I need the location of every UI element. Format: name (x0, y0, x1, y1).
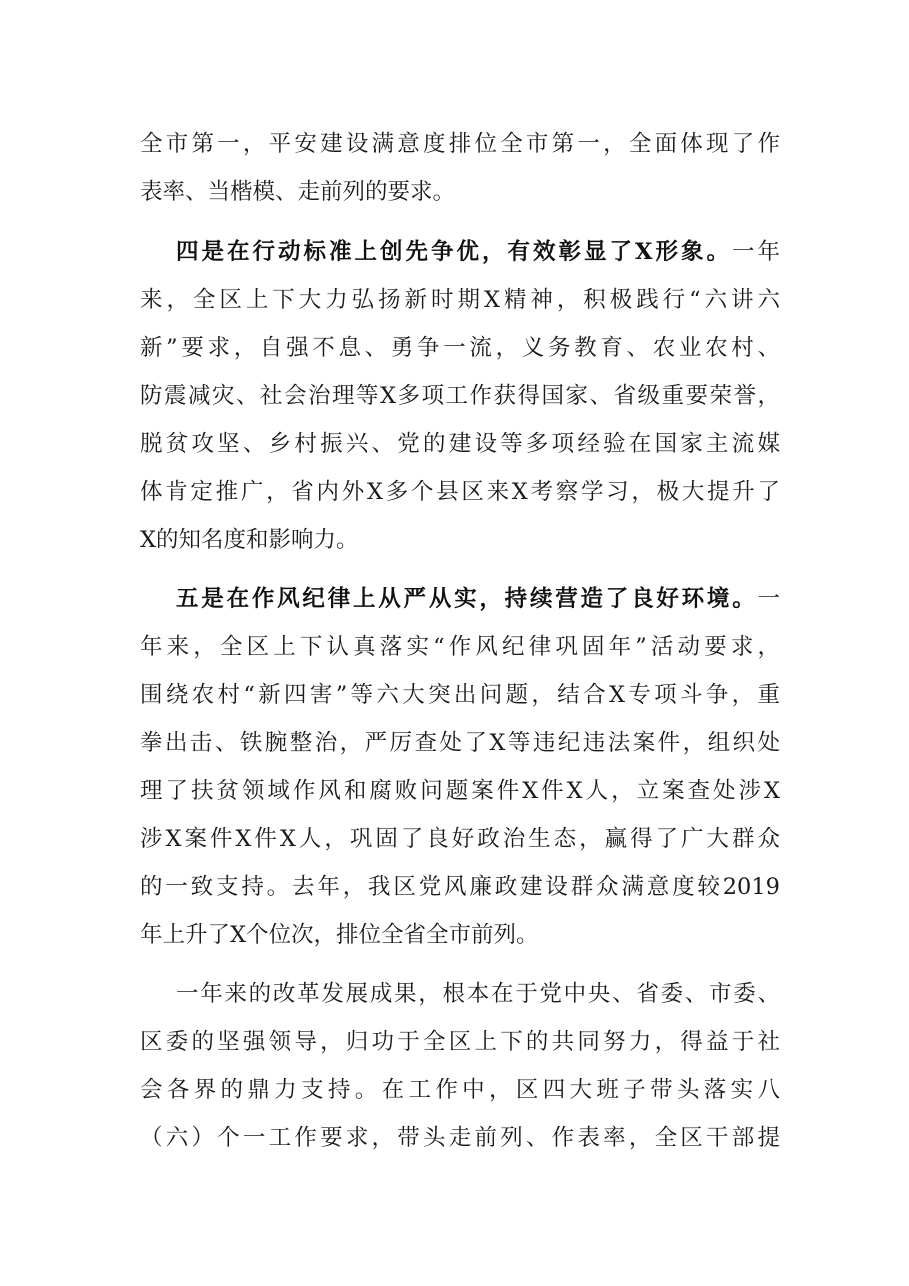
text-run: 围绕农村“新四害”等六大突出问题，结合X专项斗争，重 (140, 682, 780, 708)
text-line (140, 523, 780, 557)
text-run: 脱贫攻坚、乡村振兴、党的建设等多项经验在国家主流媒 (140, 431, 780, 457)
text-line (140, 918, 780, 952)
text-run: 区委的坚强领导，归功于全区上下的共同努力，得益于社 (140, 1029, 780, 1055)
section-heading-line (176, 582, 780, 616)
text-line (140, 870, 780, 904)
text-line (140, 630, 780, 664)
text-line (140, 283, 780, 317)
text-line (140, 822, 780, 856)
text-run: 一年 (731, 239, 780, 265)
text-run: 一 (757, 586, 780, 612)
text-run: 一年来的改革发展成果，根本在于党中央、省委、市委、 (176, 981, 780, 1007)
text-run: 来，全区上下大力弘扬新时期X精神，积极践行“六讲六 (140, 287, 780, 313)
text-line (140, 774, 780, 808)
text-run: 新”要求，自强不息、勇争一流，义务教育、农业农村、 (140, 335, 780, 361)
text-run: 会各界的鼎力支持。在工作中，区四大班子带头落实八 (140, 1077, 780, 1103)
text-line (140, 726, 780, 760)
text-run: 全市第一，平安建设满意度排位全市第一，全面体现了作 (140, 131, 780, 157)
text-run: 涉X案件X件X人，巩固了良好政治生态，赢得了广大群众 (140, 826, 780, 852)
text-line (140, 678, 780, 712)
text-line (140, 175, 780, 209)
text-run: 体肯定推广，省内外X多个县区来X考察学习，极大提升了 (140, 479, 780, 505)
text-line (140, 127, 780, 161)
section-heading: 五是在作风纪律上从严从实，持续营造了良好环境。 (176, 586, 758, 612)
text-run: （六）个一工作要求，带头走前列、作表率，全区干部提 (140, 1125, 780, 1151)
section-heading: 四是在行动标准上创先争优，有效彰显了X形象。 (176, 239, 732, 265)
text-run: 拳出击、铁腕整治，严厉查处了X等违纪违法案件，组织处 (140, 730, 780, 756)
text-line (140, 1121, 780, 1155)
text-line (140, 1025, 780, 1059)
text-line (140, 475, 780, 509)
text-line (140, 427, 780, 461)
text-run: X的知名度和影响力。 (140, 527, 359, 553)
section-heading-line (176, 235, 780, 269)
text-run: 表率、当楷模、走前列的要求。 (140, 179, 456, 205)
text-line (140, 1073, 780, 1107)
text-line (140, 331, 780, 365)
text-run: 防震减灾、社会治理等X多项工作获得国家、省级重要荣誉， (140, 383, 780, 409)
text-line (176, 977, 780, 1011)
text-run: 年来，全区上下认真落实“作风纪律巩固年”活动要求， (140, 634, 780, 660)
text-run: 的一致支持。去年，我区党风廉政建设群众满意度较2019 (140, 874, 780, 900)
text-run: 年上升了X个位次，排位全省全市前列。 (140, 922, 539, 948)
text-line (140, 379, 780, 413)
text-run: 理了扶贫领域作风和腐败问题案件X件X人，立案查处涉X (140, 778, 780, 804)
